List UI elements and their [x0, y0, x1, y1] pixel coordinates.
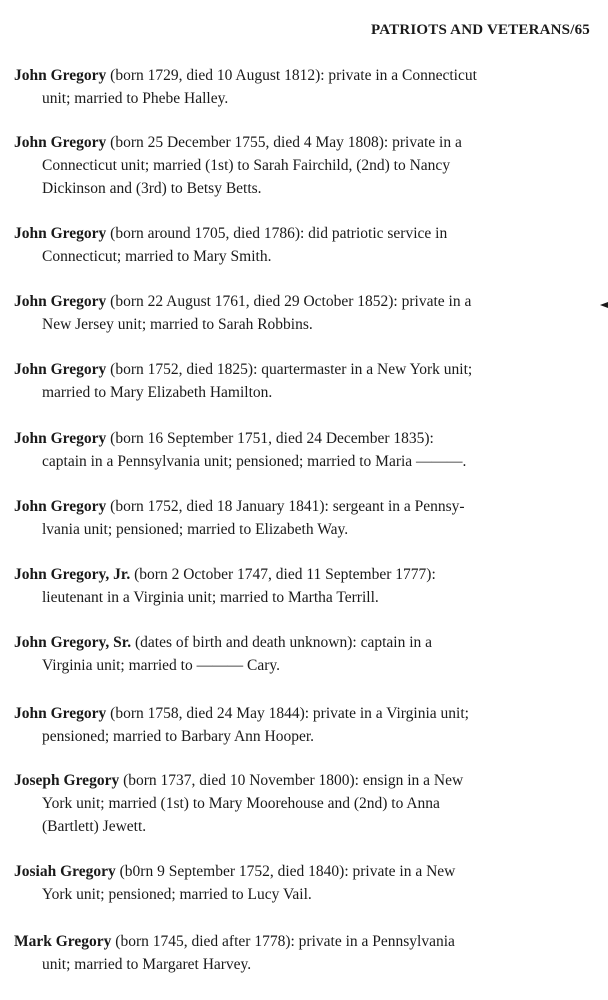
entry-name: Mark Gregory [14, 933, 112, 950]
entry-text: (born 1752, died 1825): quartermaster in a New York unit; [106, 361, 473, 378]
entry-name: John Gregory [14, 134, 107, 151]
entry [14, 769, 590, 838]
entry-name: John Gregory, Sr. [14, 634, 132, 651]
entry-text: (Bartlett) Jewett. [42, 818, 147, 835]
entry-text: (born 16 September 1751, died 24 December 1835): [106, 430, 434, 447]
entry-name: Joseph Gregory [14, 772, 120, 789]
entry-name: John Gregory [14, 705, 107, 722]
entry-text: (born 22 August 1761, died 29 October 1852): private in a [106, 293, 472, 310]
entry-text: (dates of birth and death unknown): captain in a [131, 634, 433, 651]
entry-text: Dickinson and (3rd) to Betsy Betts. [42, 180, 262, 197]
entry-text: married to Mary Elizabeth Hamilton. [42, 384, 273, 401]
entry-name: John Gregory [14, 225, 107, 242]
entry-name: John Gregory [14, 361, 107, 378]
entry-text: (born 2 October 1747, died 11 September 1777): [130, 566, 436, 583]
entry [14, 563, 590, 609]
entry [14, 930, 590, 976]
entry-text: York unit; married (1st) to Mary Moorehouse and (2nd) to Anna [42, 795, 440, 812]
entry-text: captain in a Pennsylvania unit; pensioned; married to Maria ———. [42, 453, 467, 470]
entry [14, 290, 590, 336]
entry-text: York unit; pensioned; married to Lucy Vail. [42, 886, 312, 903]
entry [14, 358, 590, 404]
entry-text: (born 1729, died 10 August 1812): private in a Connecticut [106, 67, 477, 84]
margin-arrow-icon [600, 301, 608, 309]
entry [14, 495, 590, 541]
entry-text: (born around 1705, died 1786): did patriotic service in [106, 225, 448, 242]
entry-text: lvania unit; pensioned; married to Elizabeth Way. [42, 521, 349, 538]
entry-text: (born 1752, died 18 January 1841): sergeant in a Pennsy- [106, 498, 465, 515]
entry-name: John Gregory [14, 430, 107, 447]
entry-text: unit; married to Margaret Harvey. [42, 956, 252, 973]
entry [14, 64, 590, 110]
entry-text: Connecticut; married to Mary Smith. [42, 248, 272, 265]
entry-text: Connecticut unit; married (1st) to Sarah Fairchild, (2nd) to Nancy [42, 157, 451, 174]
entry [14, 631, 590, 677]
entry [14, 860, 590, 906]
entry-text: (b0rn 9 September 1752, died 1840): private in a New [115, 863, 456, 880]
entry-text: (born 1758, died 24 May 1844): private in a Virginia unit; [106, 705, 469, 722]
entry-name: Josiah Gregory [14, 863, 116, 880]
entry-name: John Gregory [14, 293, 107, 310]
entry [14, 222, 590, 268]
entry [14, 427, 590, 473]
entry-text: unit; married to Phebe Halley. [42, 90, 229, 107]
entry-name: John Gregory [14, 67, 107, 84]
entry-text: pensioned; married to Barbary Ann Hooper. [42, 728, 315, 745]
entry-name: John Gregory, Jr. [14, 566, 131, 583]
entry-text: (born 1737, died 10 November 1800): ensign in a New [119, 772, 464, 789]
entry-text: Virginia unit; married to ——— Cary. [42, 657, 280, 674]
entry-text: New Jersey unit; married to Sarah Robbins. [42, 316, 313, 333]
entry [14, 131, 590, 200]
entry-name: John Gregory [14, 498, 107, 515]
entry-text: (born 1745, died after 1778): private in a Pennsylvania [111, 933, 455, 950]
running-header: PATRIOTS AND VETERANS/65 [370, 22, 590, 38]
entry [14, 702, 590, 748]
entry-text: lieutenant in a Virginia unit; married to Martha Terrill. [42, 589, 379, 606]
entry-text: (born 25 December 1755, died 4 May 1808): private in a [106, 134, 462, 151]
